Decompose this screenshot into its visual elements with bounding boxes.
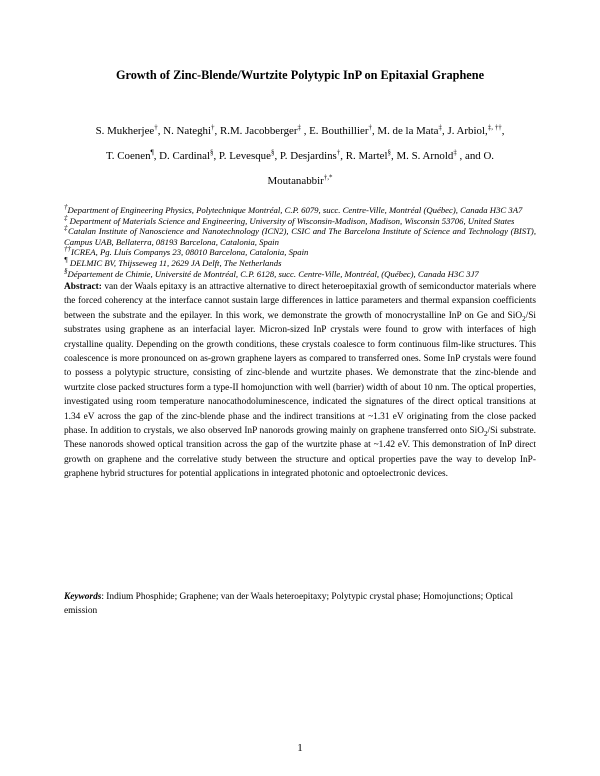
affiliation: †Department of Engineering Physics, Polytechnique Montréal, C.P. 6079, succ. Centre-Ville, Montréal (Québec), Canada H3C 3A7	[64, 203, 523, 215]
abstract-label: Abstract:	[64, 282, 102, 292]
author: R. Martel§,	[345, 148, 397, 162]
author: D. Cardinal§,	[159, 148, 219, 162]
affiliation: ††ICREA, Pg. Lluís Companys 23, 08010 Barcelona, Catalonia, Spain	[64, 245, 309, 258]
author: R.M. Jacobberger‡ ,	[219, 123, 310, 137]
author: P. Levesque§,	[218, 148, 280, 162]
paper-title: Growth of Zinc-Blende/Wurtzite Polytypic InP on Epitaxial Graphene	[115, 68, 485, 82]
author: S. Mukherjee†,	[95, 123, 164, 137]
abstract: Abstract: van der Waals epitaxy is an attractive alternative to direct heteroepitaxial growth of semiconductor materials where the forced coherency at the interface cannot sustain large differences in lattice parameters and thermal expansion coefficients between the substrate and the epilayer. In this work, we demonstrate the growth of monocrystalline InP on Ge and SiO$_2$/Si substrates using graphene as an interfacial layer. Micron-sized InP crystals were found to grow with interfaces of high crystalline quality. Depending on the growth conditions, these crystals coalesce to form continuous film-like structures. This coalescence is more pronounced on as-grown graphene layers as compared to transferred ones. Some InP crystals were found to possess a polytypic structure, consisting of zinc-blende and wurtzite phases. We demonstrate that the zinc-blende and wurtzite close packed structures form a type-II homojunction with well (barrier) width of about 10 nm. The optical properties, investigated using room temperature nanocathodoluminescence, indicated the signatures of the direct optical transitions at 1.34 eV across the gap of the zinc-blende phase and the indirect transitions at ~1.31 eV originating from the close packed phase. In addition to crystals, we also observed InP nanorods growing mainly on graphene transferred onto SiO$_2$/Si substrate. These nanorods showed optical transition across the gap of the wurtzite phase at ~1.42 eV. This demonstration of InP direct growth on graphene and the correlative study between the structure and optical properties pave the way to develop InP-graphene hybrid structures for potential applications in integrated photonic and optoelectronic devices.	[64, 282, 536, 480]
author: M. S. Arnold‡ , and O.	[396, 148, 495, 162]
author: M. de la Mata‡,	[377, 123, 448, 137]
keywords: Keywords: Indium Phosphide; Graphene; van der Waals heteroepitaxy; Polytypic crystal phase; Homojunctions; Optical emission	[64, 592, 514, 617]
author: E. Bouthillier†,	[309, 123, 378, 137]
affiliation: ‡Catalan Institute of Nanoscience and Nanotechnology (ICN2), CSIC and The Barcelona Institute of Science and Technology (BIST), Campus UAB, Bellaterra, 08193 Barcelona, Catalonia, Spain	[64, 224, 536, 247]
author: T. Coenen¶,	[105, 148, 160, 162]
keywords-label: Keywords	[64, 592, 102, 602]
affiliation-list	[64, 205, 536, 279]
affiliation: §Département de Chimie, Université de Montréal, C.P. 6128, succ. Centre-Ville, Montréal, (Québec), Canada H3C 3J7	[64, 266, 479, 279]
author: P. Desjardins†,	[279, 148, 346, 162]
author: N. Nateghi†,	[163, 123, 220, 137]
affiliation: ¶ DELMIC BV, Thijsseweg 11, 2629 JA Delft, The Netherlands	[64, 256, 282, 268]
affiliation: ‡ Department of Materials Science and Engineering, University of Wisconsin-Madison, Madison, Wisconsin 53706, United States	[64, 213, 515, 226]
author: Moutanabbir†,*	[267, 173, 333, 187]
author-list	[66, 119, 534, 194]
author: J. Arbiol,‡, ††,	[447, 123, 505, 137]
page-number: 1	[297, 742, 303, 754]
